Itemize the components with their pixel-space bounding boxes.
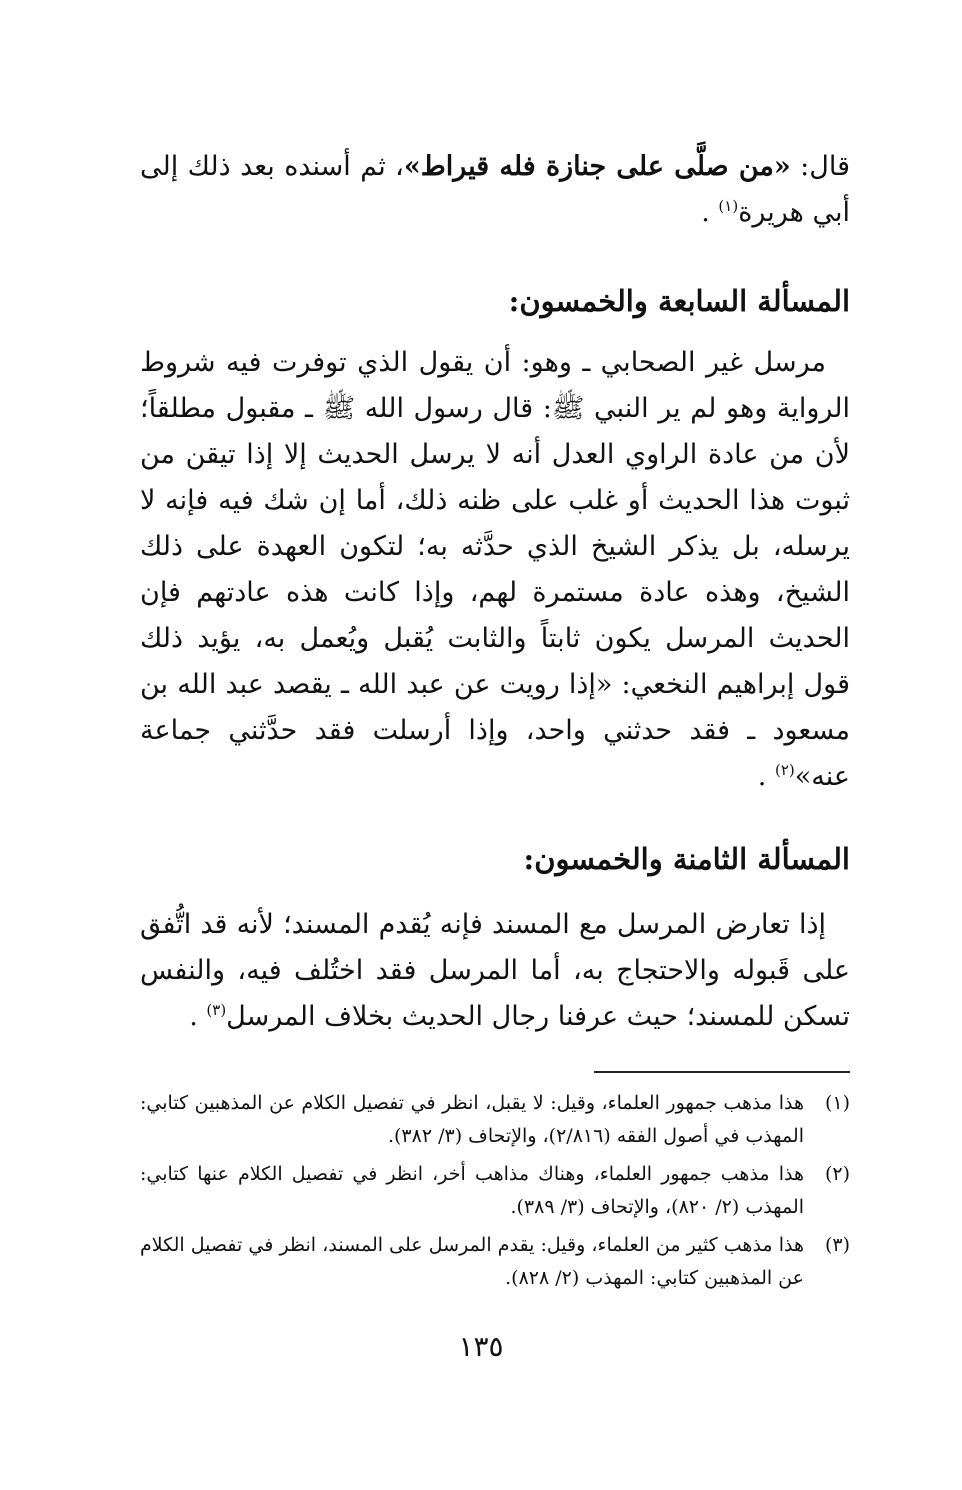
section-57-text: مرسل غير الصحابي ـ وهو: أن يقول الذي توفرت فيه شروط الرواية وهو لم ير النبي ﷺ: قال رسول الله ﷺ ـ مقبول مطلقاً؛ لأن من عادة الراوي العدل أنه لا يرسل الحديث إلا إذا تيقن من ثبوت هذا الحديث أو غلب على ظنه ذلك، أما إن شك فيه فإنه لا يرسله، بل يذكر الشيخ الذي حدَّثه به؛ لتكون العهدة على ذلك الشيخ، وهذه عادة مستمرة لهم، وإذا كانت هذه عادتهم فإن الحديث المرسل يكون ثابتاً والثابت يُقبل ويُعمل به، يؤيد ذلك قول إبراهيم النخعي: «إذا رويت عن عبد الله ـ يقصد عبد الله بن مسعود ـ فقد حدثني واحد، وإذا أرسلت فقد حدَّثني جماعة عنه» — [140, 347, 850, 792]
footnote-ref-1[interactable]: (١) — [718, 197, 739, 215]
footnote-1 — [140, 1087, 850, 1153]
section-heading-57: المسألة السابعة والخمسون: — [508, 284, 850, 318]
footnote-ref-3[interactable]: (٣) — [206, 1001, 227, 1019]
intro-prefix: قال: — [790, 151, 850, 182]
section-58-text: إذا تعارض المرسل مع المسند فإنه يُقدم المسند؛ لأنه قد اتُّفق على قَبوله والاحتجاج به، أما المرسل فقد اختُلف فيه، والنفس تسكن للمسند؛ حيث عرفنا رجال الحديث بخلاف المرسل — [140, 909, 850, 1032]
footnote-number: (٢) — [824, 1163, 850, 1185]
footnote-ref-2[interactable]: (٢) — [774, 761, 795, 779]
section-heading-58: المسألة الثامنة والخمسون: — [523, 842, 850, 876]
section-57-end: . — [757, 761, 767, 792]
page-number: ١٣٥ — [458, 1330, 504, 1363]
footnote-text: هذا مذهب جمهور العلماء، وقيل: لا يقبل، انظر في تفصيل الكلام عن المذهبين كتابي: المهذب في أصول الفقه (٢/٨١٦)، والإتحاف (٣/ ٣٨٢). — [140, 1092, 804, 1147]
footnote-number: (١) — [824, 1092, 850, 1114]
footnote-text: هذا مذهب كثير من العلماء، وقيل: يقدم المرسل على المسند، انظر في تفصيل الكلام عن المذهبين كتابي: المهذب (٢/ ٨٢٨). — [140, 1234, 804, 1289]
section-58-end: . — [189, 1001, 198, 1032]
footnote-3 — [140, 1229, 850, 1295]
hadith-quote: «من صلَّى على جنازة فله قيراط» — [403, 151, 791, 182]
section-58-paragraph — [140, 902, 850, 1040]
footnote-number: (٣) — [824, 1234, 850, 1256]
intro-paragraph — [140, 144, 850, 236]
intro-rest: ، ثم أسنده بعد ذلك إلى أبي هريرة — [140, 151, 850, 228]
footnote-text: هذا مذهب جمهور العلماء، وهناك مذاهب أخر، انظر في تفصيل الكلام عنها كتابي: المهذب (٢/ ٨٢٠)، والإتحاف (٣/ ٣٨٩). — [140, 1163, 804, 1218]
footnote-divider — [594, 1071, 850, 1073]
intro-end: . — [701, 197, 710, 228]
section-57-paragraph — [140, 340, 850, 800]
footnote-2 — [140, 1158, 850, 1224]
